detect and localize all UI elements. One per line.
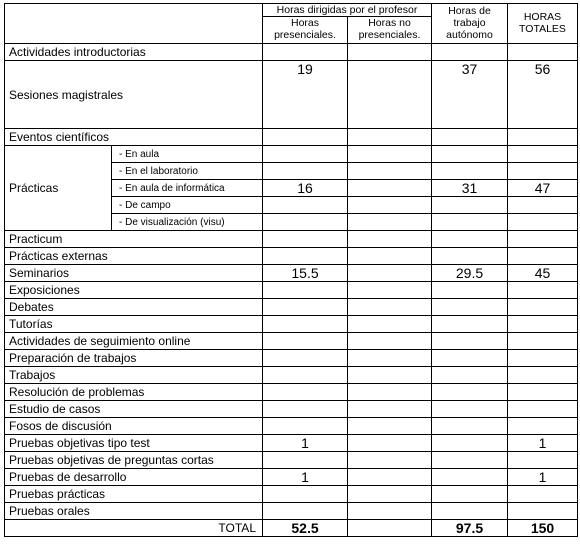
cell-empty	[508, 503, 578, 520]
cell-empty	[263, 44, 348, 61]
cell-empty	[263, 163, 348, 180]
magistrales-total: 56	[508, 61, 578, 129]
cell-empty	[508, 248, 578, 265]
cell-empty	[432, 197, 508, 214]
cell-empty	[432, 214, 508, 231]
cell-empty	[263, 333, 348, 350]
cell-empty	[508, 129, 578, 146]
cell-empty	[348, 44, 432, 61]
row-label-desarrollo: Pruebas de desarrollo	[5, 469, 263, 486]
test-presential: 1	[263, 435, 348, 452]
row-label-test: Pruebas objetivas tipo test	[5, 435, 263, 452]
cell-empty	[432, 367, 508, 384]
cell-empty	[508, 486, 578, 503]
cell-empty	[508, 231, 578, 248]
row-label-exposiciones: Exposiciones	[5, 282, 263, 299]
cell-empty	[508, 163, 578, 180]
cell-empty	[263, 384, 348, 401]
row-label-eventos: Eventos científicos	[5, 129, 263, 146]
cell-empty	[348, 299, 432, 316]
row-label-casos: Estudio de casos	[5, 401, 263, 418]
informatica-presential: 16	[263, 180, 348, 197]
practicas-sub-visu: - De visualización (visu)	[112, 214, 263, 231]
cell-empty	[348, 282, 432, 299]
row-label-orales: Pruebas orales	[5, 503, 263, 520]
cell-empty	[432, 129, 508, 146]
cell-empty	[263, 248, 348, 265]
test-total: 1	[508, 435, 578, 452]
informatica-total: 47	[508, 180, 578, 197]
cell-empty	[263, 146, 348, 163]
header-total-hours: HORAS TOTALES	[508, 4, 578, 44]
cell-empty	[348, 418, 432, 435]
practicas-sub-campo: - De campo	[112, 197, 263, 214]
cell-empty	[263, 418, 348, 435]
cell-empty	[348, 316, 432, 333]
seminarios-total: 45	[508, 265, 578, 282]
cell-empty	[432, 435, 508, 452]
cell-empty	[263, 214, 348, 231]
cell-empty	[432, 486, 508, 503]
header-empty-cell	[5, 4, 263, 44]
cell-empty	[348, 180, 432, 197]
cell-empty	[263, 129, 348, 146]
magistrales-autonomous: 37	[432, 61, 508, 129]
cell-empty	[508, 452, 578, 469]
seminarios-autonomous: 29.5	[432, 265, 508, 282]
cell-empty	[263, 282, 348, 299]
cell-empty	[508, 367, 578, 384]
practicas-sub-laboratorio: - En el laboratorio	[112, 163, 263, 180]
cell-empty	[348, 265, 432, 282]
row-label-practicum: Practicum	[5, 231, 263, 248]
cell-empty	[263, 197, 348, 214]
row-label-preparacion: Preparación de trabajos	[5, 350, 263, 367]
row-label-online: Actividades de seguimiento online	[5, 333, 263, 350]
cell-empty	[432, 299, 508, 316]
cell-empty	[263, 316, 348, 333]
cell-empty	[508, 418, 578, 435]
cell-empty	[432, 316, 508, 333]
cell-empty	[348, 231, 432, 248]
row-label-fosos: Fosos de discusión	[5, 418, 263, 435]
total-autonomous: 97.5	[432, 520, 508, 537]
cell-empty	[508, 333, 578, 350]
cell-empty	[348, 401, 432, 418]
cell-empty	[432, 231, 508, 248]
magistrales-non-presential	[348, 61, 432, 129]
informatica-autonomous: 31	[432, 180, 508, 197]
cell-empty	[508, 282, 578, 299]
cell-empty	[263, 503, 348, 520]
cell-empty	[508, 44, 578, 61]
cell-empty	[508, 384, 578, 401]
cell-empty	[263, 401, 348, 418]
row-label-tutorias: Tutorías	[5, 316, 263, 333]
cell-empty	[432, 503, 508, 520]
cell-empty	[348, 469, 432, 486]
cell-empty	[263, 367, 348, 384]
header-directed-hours: Horas dirigidas por el profesor	[263, 4, 432, 17]
row-label-practicas: Prácticas	[5, 146, 112, 231]
cell-empty	[348, 452, 432, 469]
cell-empty	[263, 486, 348, 503]
desarrollo-presential: 1	[263, 469, 348, 486]
cell-empty	[508, 146, 578, 163]
cell-empty	[508, 299, 578, 316]
cell-empty	[263, 350, 348, 367]
row-label-cortas: Pruebas objetivas de preguntas cortas	[5, 452, 263, 469]
cell-empty	[348, 129, 432, 146]
cell-empty	[432, 163, 508, 180]
cell-empty	[508, 350, 578, 367]
cell-empty	[348, 367, 432, 384]
cell-empty	[348, 503, 432, 520]
cell-empty	[432, 452, 508, 469]
total-hours: 150	[508, 520, 578, 537]
cell-empty	[508, 401, 578, 418]
cell-empty	[432, 418, 508, 435]
header-non-presential-hours: Horas no presenciales.	[348, 17, 432, 44]
header-autonomous-hours: Horas de trabajo autónomo	[432, 4, 508, 44]
cell-empty	[348, 248, 432, 265]
cell-empty	[348, 214, 432, 231]
practicas-sub-informatica: - En aula de informática	[112, 180, 263, 197]
total-presential: 52.5	[263, 520, 348, 537]
cell-empty	[263, 299, 348, 316]
cell-empty	[348, 146, 432, 163]
desarrollo-total: 1	[508, 469, 578, 486]
cell-empty	[432, 350, 508, 367]
row-label-pruebas-practicas: Pruebas prácticas	[5, 486, 263, 503]
row-label-debates: Debates	[5, 299, 263, 316]
cell-empty	[348, 333, 432, 350]
row-label-externas: Prácticas externas	[5, 248, 263, 265]
cell-empty	[432, 469, 508, 486]
row-label-magistrales: Sesiones magistrales	[5, 61, 263, 129]
cell-empty	[263, 452, 348, 469]
cell-empty	[432, 333, 508, 350]
magistrales-presential: 19	[263, 61, 348, 129]
cell-empty	[348, 163, 432, 180]
cell-empty	[432, 248, 508, 265]
hours-table	[4, 3, 578, 537]
seminarios-presential: 15.5	[263, 265, 348, 282]
cell-empty	[348, 435, 432, 452]
total-label: TOTAL	[5, 520, 263, 537]
cell-empty	[508, 214, 578, 231]
row-label-introductorias: Actividades introductorias	[5, 44, 263, 61]
cell-empty	[432, 384, 508, 401]
cell-empty	[263, 231, 348, 248]
cell-empty	[432, 282, 508, 299]
cell-empty	[348, 520, 432, 537]
cell-empty	[508, 197, 578, 214]
row-label-problemas: Resolución de problemas	[5, 384, 263, 401]
cell-empty	[348, 197, 432, 214]
cell-empty	[348, 486, 432, 503]
cell-empty	[432, 44, 508, 61]
cell-empty	[432, 146, 508, 163]
cell-empty	[508, 316, 578, 333]
header-presential-hours: Horas presenciales.	[263, 17, 348, 44]
row-label-seminarios: Seminarios	[5, 265, 263, 282]
cell-empty	[348, 384, 432, 401]
row-label-trabajos: Trabajos	[5, 367, 263, 384]
cell-empty	[432, 401, 508, 418]
cell-empty	[348, 350, 432, 367]
practicas-sub-aula: - En aula	[112, 146, 263, 163]
